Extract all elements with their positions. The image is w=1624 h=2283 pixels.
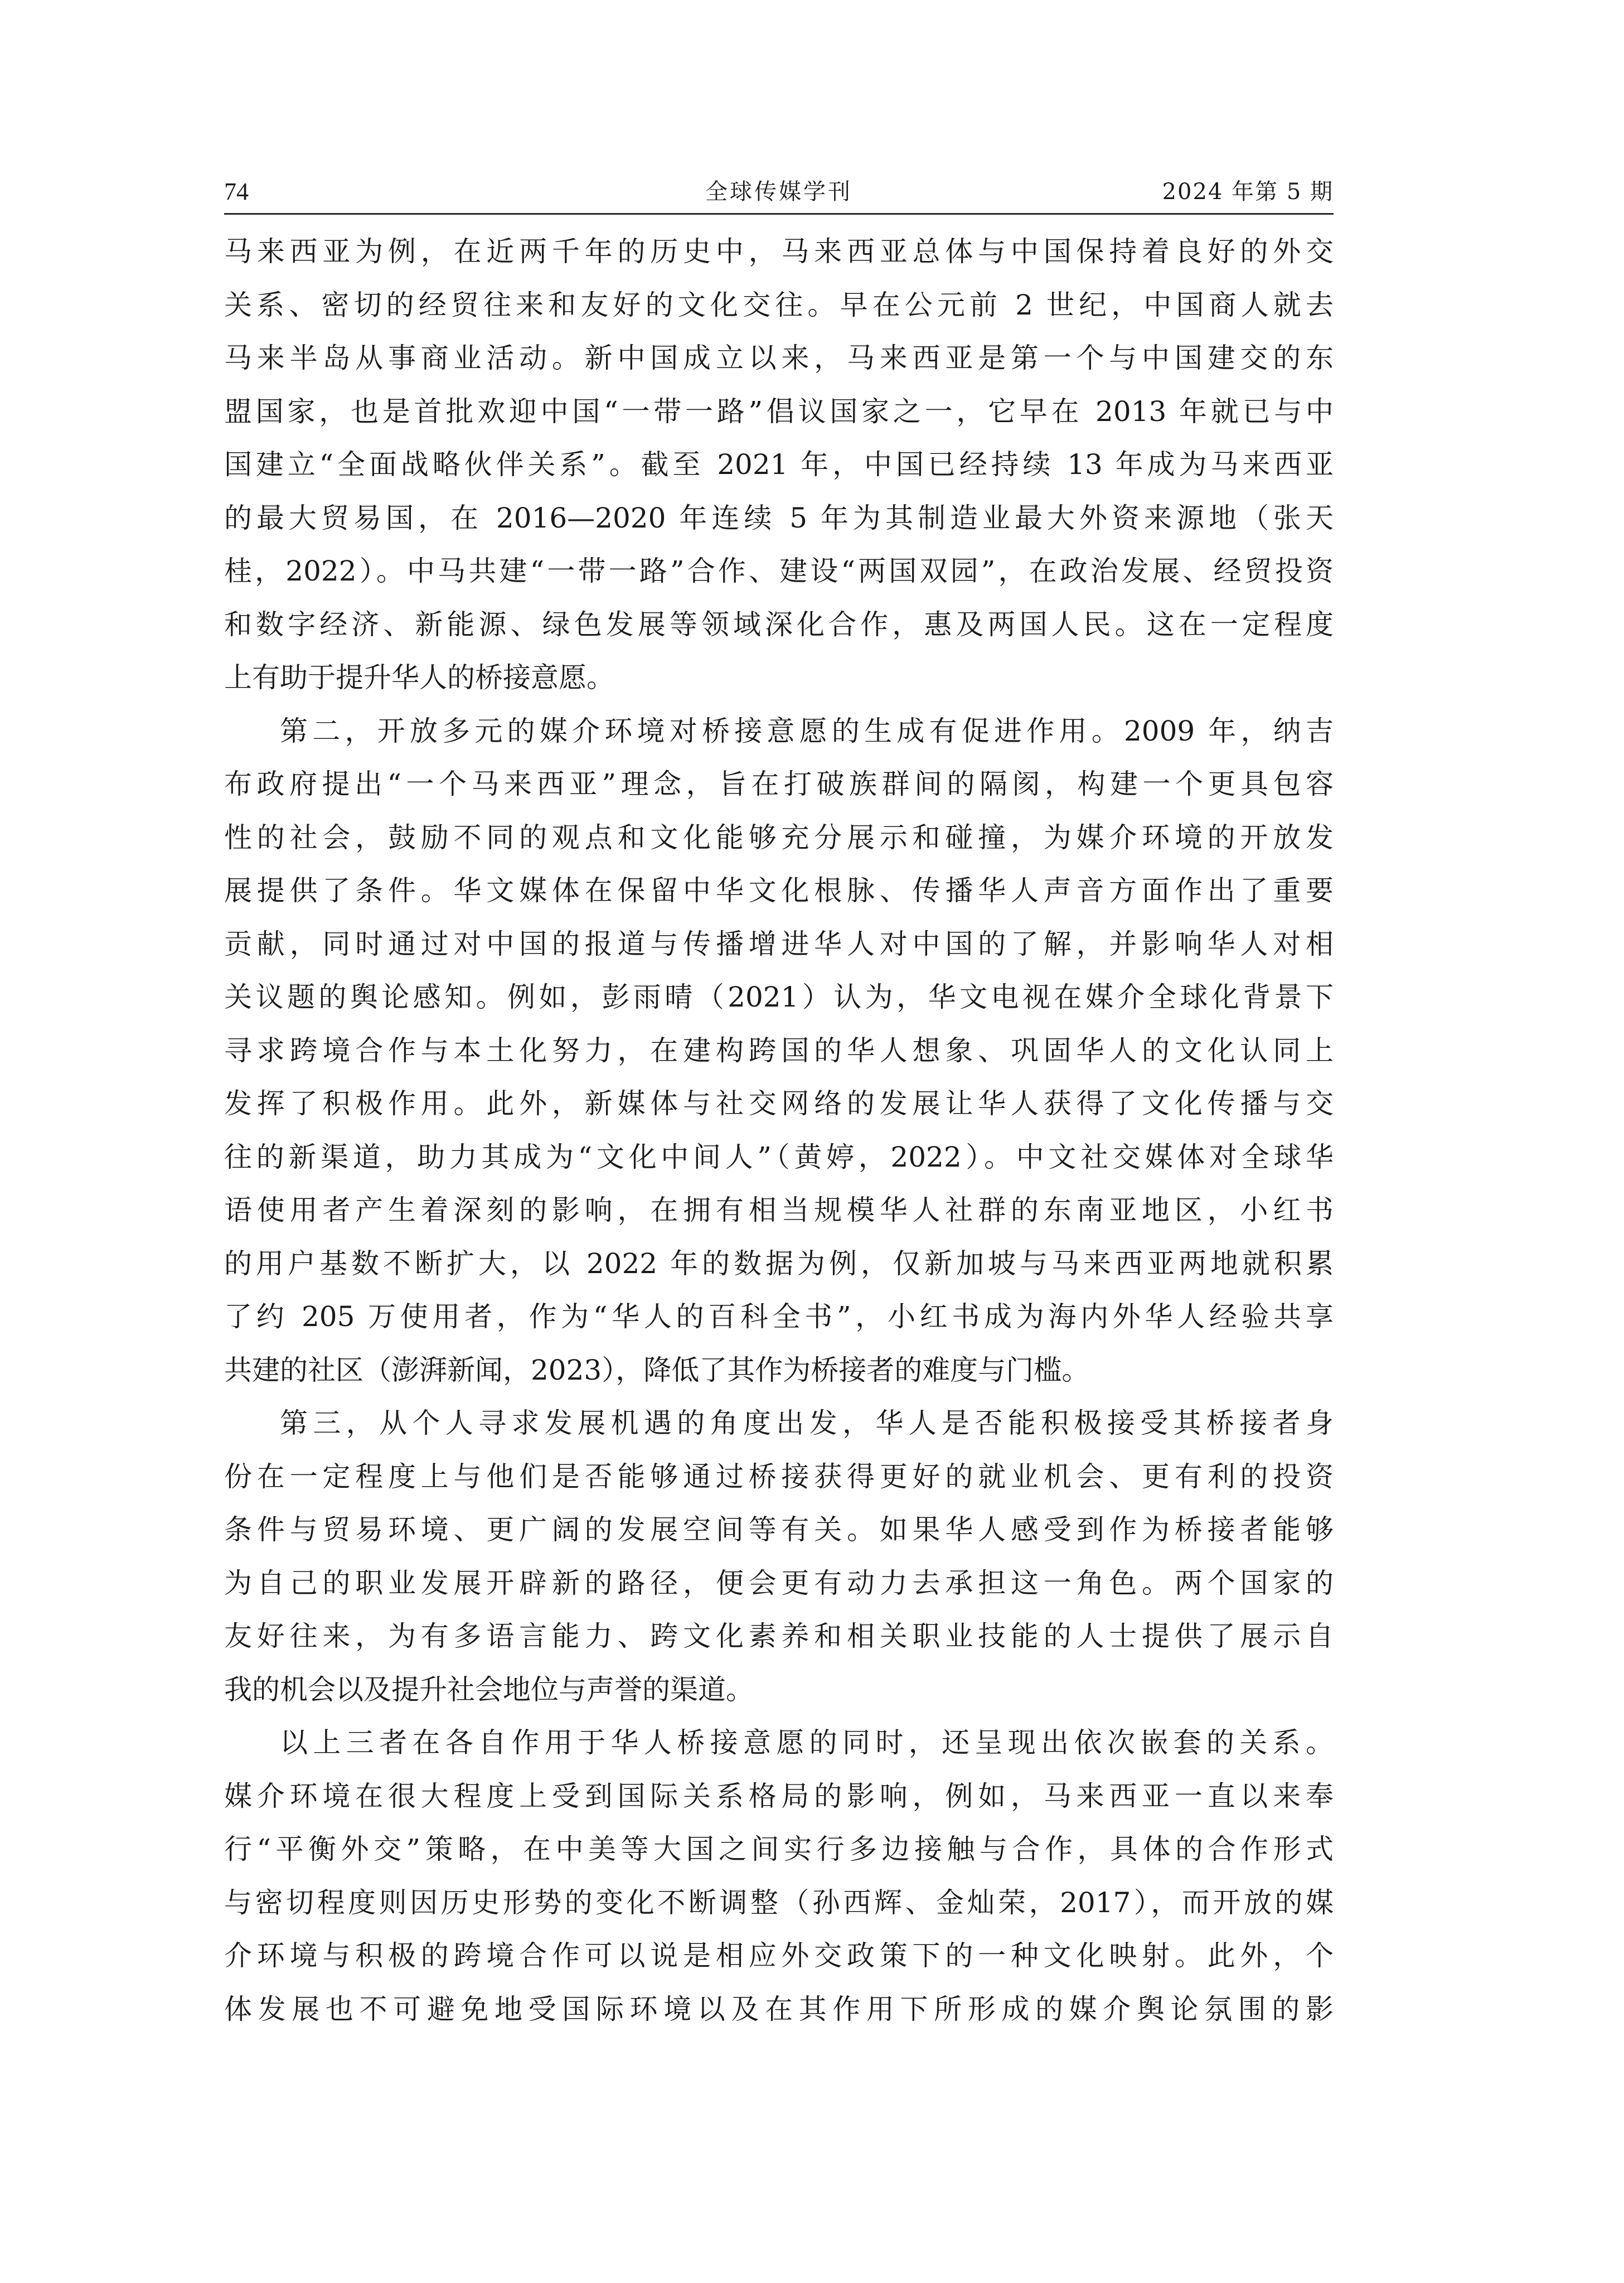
text-line: 为自己的职业发展开辟新的路径，便会更有动力去承担这一角色。两个国家的 xyxy=(224,1566,1334,1599)
text-line: 盟国家，也是首批欢迎中国“一带一路”倡议国家之一，它早在 2013 年就已与中 xyxy=(224,395,1334,428)
text-line: 上有助于提升华人的桥接意愿。 xyxy=(224,661,614,694)
text-line: 和数字经济、新能源、绿色发展等领域深化合作，惠及两国人民。这在一定程度 xyxy=(224,608,1334,641)
text-line: 的最大贸易国，在 2016—2020 年连续 5 年为其制造业最大外资来源地（张天 xyxy=(224,501,1334,534)
text-line: 与密切程度则因历史形势的变化不断调整（孙西辉、金灿荣，2017），而开放的媒 xyxy=(224,1886,1334,1919)
issue-label: 2024 年第 5 期 xyxy=(1162,179,1334,205)
text-line: 展提供了条件。华文媒体在保留中华文化根脉、传播华人声音方面作出了重要 xyxy=(224,874,1334,907)
text-line: 共建的社区（澎湃新闻，2023），降低了其作为桥接者的难度与门槛。 xyxy=(224,1353,1090,1386)
text-line: 条件与贸易环境、更广阔的发展空间等有关。如果华人感受到作为桥接者能够 xyxy=(224,1513,1334,1546)
text-line: 往的新渠道，助力其成为“文化中间人”（黄婷，2022）。中文社交媒体对全球华 xyxy=(224,1140,1334,1173)
text-line: 友好往来，为有多语言能力、跨文化素养和相关职业技能的人士提供了展示自 xyxy=(224,1620,1334,1652)
text-line: 行“平衡外交”策略，在中美等大国之间实行多边接触与合作，具体的合作形式 xyxy=(224,1833,1334,1865)
text-line: 语使用者产生着深刻的影响，在拥有相当规模华人社群的东南亚地区，小红书 xyxy=(224,1194,1334,1226)
text-line: 国建立“全面战略伙伴关系”。截至 2021 年，中国已经持续 13 年成为马来西亚 xyxy=(224,448,1334,481)
text-line: 介环境与积极的跨境合作可以说是相应外交政策下的一种文化映射。此外，个 xyxy=(224,1939,1334,1972)
text-line: 关系、密切的经贸往来和友好的文化交往。早在公元前 2 世纪，中国商人就去 xyxy=(224,288,1334,321)
text-line: 马来半岛从事商业活动。新中国成立以来，马来西亚是第一个与中国建交的东 xyxy=(224,342,1334,374)
text-line: 贡献，同时通过对中国的报道与传播增进华人对中国的了解，并影响华人对相 xyxy=(224,927,1334,960)
text-line: 发挥了积极作用。此外，新媒体与社交网络的发展让华人获得了文化传播与交 xyxy=(224,1087,1334,1120)
text-line: 关议题的舆论感知。例如，彭雨晴（2021）认为，华文电视在媒介全球化背景下 xyxy=(224,981,1334,1013)
text-line: 第三，从个人寻求发展机遇的角度出发，华人是否能积极接受其桥接者身 xyxy=(280,1407,1334,1439)
journal-title: 全球传媒学刊 xyxy=(705,179,852,205)
text-line: 体发展也不可避免地受国际环境以及在其作用下所形成的媒介舆论氛围的影 xyxy=(224,1992,1334,2025)
page-number: 74 xyxy=(224,178,249,205)
text-line: 我的机会以及提升社会地位与声誉的渠道。 xyxy=(224,1673,754,1706)
text-line: 第二，开放多元的媒介环境对桥接意愿的生成有促进作用。2009 年，纳吉 xyxy=(280,714,1334,747)
text-line: 了约 205 万使用者，作为“华人的百科全书”，小红书成为海内外华人经验共享 xyxy=(224,1300,1334,1333)
text-line: 以上三者在各自作用于华人桥接意愿的同时，还呈现出依次嵌套的关系。 xyxy=(280,1726,1334,1759)
text-line: 的用户基数不断扩大，以 2022 年的数据为例，仅新加坡与马来西亚两地就积累 xyxy=(224,1247,1334,1280)
text-line: 份在一定程度上与他们是否能够通过桥接获得更好的就业机会、更有利的投资 xyxy=(224,1460,1334,1493)
text-line: 布政府提出“一个马来西亚”理念，旨在打破族群间的隔阂，构建一个更具包容 xyxy=(224,768,1334,800)
header-rule xyxy=(224,213,1334,215)
text-line: 桂，2022）。中马共建“一带一路”合作、建设“两国双园”，在政治发展、经贸投资 xyxy=(224,555,1334,587)
text-line: 媒介环境在很大程度上受到国际关系格局的影响，例如，马来西亚一直以来奉 xyxy=(224,1779,1334,1812)
running-header xyxy=(224,167,1334,212)
text-line: 性的社会，鼓励不同的观点和文化能够充分展示和碰撞，为媒介环境的开放发 xyxy=(224,821,1334,854)
text-line: 马来西亚为例，在近两千年的历史中，马来西亚总体与中国保持着良好的外交 xyxy=(224,235,1334,268)
body-text xyxy=(224,225,1334,2036)
text-line: 寻求跨境合作与本土化努力，在建构跨国的华人想象、巩固华人的文化认同上 xyxy=(224,1034,1334,1067)
